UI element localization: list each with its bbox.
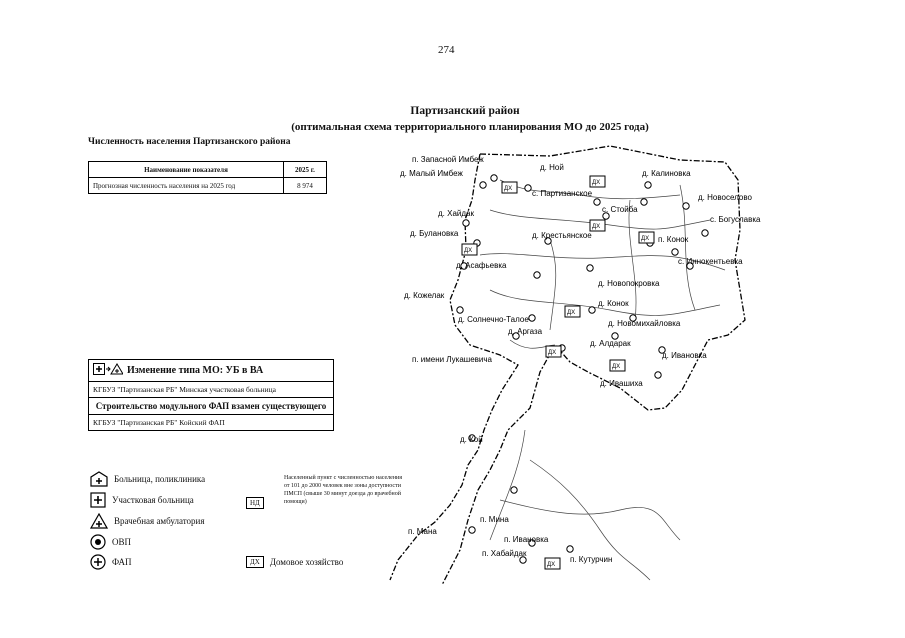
svg-text:ДХ: ДХ [592,180,601,186]
svg-text:ДХ: ДХ [592,224,601,230]
place-label: д. Алдарак [590,339,631,348]
dx-marker [639,232,654,243]
ovp-icon [90,534,106,550]
legend-fap [90,554,132,570]
settlement-marker [534,272,540,278]
settlement-marker [491,175,497,181]
svg-text:ДХ: ДХ [464,248,473,254]
place-label: п. Запасной Имбеж [412,155,484,164]
legend-label: ФАП [112,557,132,567]
place-label: п. Хабайдак [482,549,527,558]
place-label: п. Конок [658,235,689,244]
dx-marker [462,244,477,255]
legend-label: Больница, поликлиника [114,474,206,484]
dx-marker [590,220,605,231]
dx-marker [502,182,517,193]
legend-hospital [90,471,205,487]
place-label: д. Кой [460,435,483,444]
legend-district-hospital [90,492,194,508]
dx-marker [545,558,560,569]
changes-box [88,359,334,431]
svg-text:ДХ: ДХ [612,364,621,370]
place-label: п. Ивановка [504,535,549,544]
settlement-marker [511,487,517,493]
settlement-marker [655,372,661,378]
dx-marker-icon: ДХ [246,556,264,568]
map-title: Партизанский район [410,105,520,117]
nd-marker-icon: НД [246,497,264,509]
place-label: д. Ивановка [662,351,707,360]
settlement-marker [645,182,651,188]
table-cell: 8 974 [284,178,327,194]
population-table [88,161,327,194]
legend-ovp [90,534,131,550]
place-label: д. Хайдак [438,209,474,218]
settlement-marker [594,199,600,205]
dx-marker [546,346,561,357]
place-label: д. Калиновка [642,169,691,178]
svg-text:ДХ: ДХ [641,236,650,242]
place-label: д. Ной [540,163,564,172]
table-header: Наименование показателя [89,162,284,178]
svg-text:ДХ: ДХ [548,350,557,356]
place-label: с. Партизанское [532,189,593,198]
type-change-item: КГБУЗ "Партизанская РБ" Минская участковая больница [89,382,333,398]
table-cell: Прогнозная численность населения на 2025 год [89,178,284,194]
place-label: с. Иннокентьевка [678,257,743,266]
place-label: д. Малый Имбеж [400,169,463,178]
place-label: д. Крестьянское [532,231,592,240]
construction-item: КГБУЗ "Партизанская РБ" Койский ФАП [93,418,225,427]
settlement-marker [683,203,689,209]
legend-ambulatory [90,513,205,529]
dx-marker [610,360,625,371]
map-subtitle: (оптимальная схема территориального планирования МО до 2025 года) [291,121,649,133]
place-label: п. имени Лукашевича [412,355,492,364]
legend-label: Участковая больница [112,495,194,505]
legend-nd-marker [246,492,264,510]
settlement-marker [641,199,647,205]
place-label: с. Стойба [602,205,638,214]
settlement-marker [463,220,469,226]
place-label: д. Солнечно-Талое [458,315,529,324]
type-change-icon [93,363,123,378]
settlement-marker [469,527,475,533]
place-label: п. Кутурчин [570,555,613,564]
place-label: д. Аргаза [508,327,543,336]
settlement-marker [672,249,678,255]
settlement-marker [480,182,486,188]
page-number: 274 [438,44,455,56]
settlement-marker [457,307,463,313]
legend-label: ОВП [112,537,132,547]
legend-label: Домовое хозяйство [269,557,344,567]
place-label: д. Ивашиха [600,379,643,388]
svg-text:ДХ: ДХ [504,186,513,192]
place-label: д. Новоселово [698,193,752,202]
place-label: д. Кожелак [404,291,445,300]
place-label: п. Мина [480,515,509,524]
place-label: п. Мана [408,527,437,536]
dx-marker [590,176,605,187]
table-header: 2025 г. [284,162,327,178]
population-heading: Численность населения Партизанского района [88,137,291,147]
place-label: д. Асафьевка [456,261,507,270]
dx-marker [565,306,580,317]
place-label: д. Булановка [410,229,459,238]
settlement-marker [567,546,573,552]
settlement-marker [702,230,708,236]
hospital-icon [90,471,108,487]
svg-text:ДХ: ДХ [567,310,576,316]
legend-dx [246,556,343,568]
type-change-label: Изменение типа МО: УБ в ВА [127,365,264,376]
place-label: д. Новомихайловка [608,319,681,328]
svg-text:ДХ: ДХ [547,562,556,568]
legend-label: Врачебная амбулатория [114,516,205,526]
district-map [380,140,780,595]
construction-label: Строительство модульного ФАП взамен существующего [89,398,333,415]
ambulatory-icon [90,513,108,529]
place-label: с. Богуславка [710,215,761,224]
place-label: д. Конок [598,299,629,308]
settlement-marker [587,265,593,271]
settlement-marker [589,307,595,313]
place-label: д. Новопокровка [598,279,660,288]
settlement-marker [525,185,531,191]
settlement-marker [529,315,535,321]
fap-icon [90,554,106,570]
district-hospital-icon [90,492,106,508]
legend-nd-text: Населенный пункт с численностью населения от 101 до 2000 человек вне зоны доступности ПМСП (свыше 30 минут доезда до врачебной помощи) [284,475,402,505]
